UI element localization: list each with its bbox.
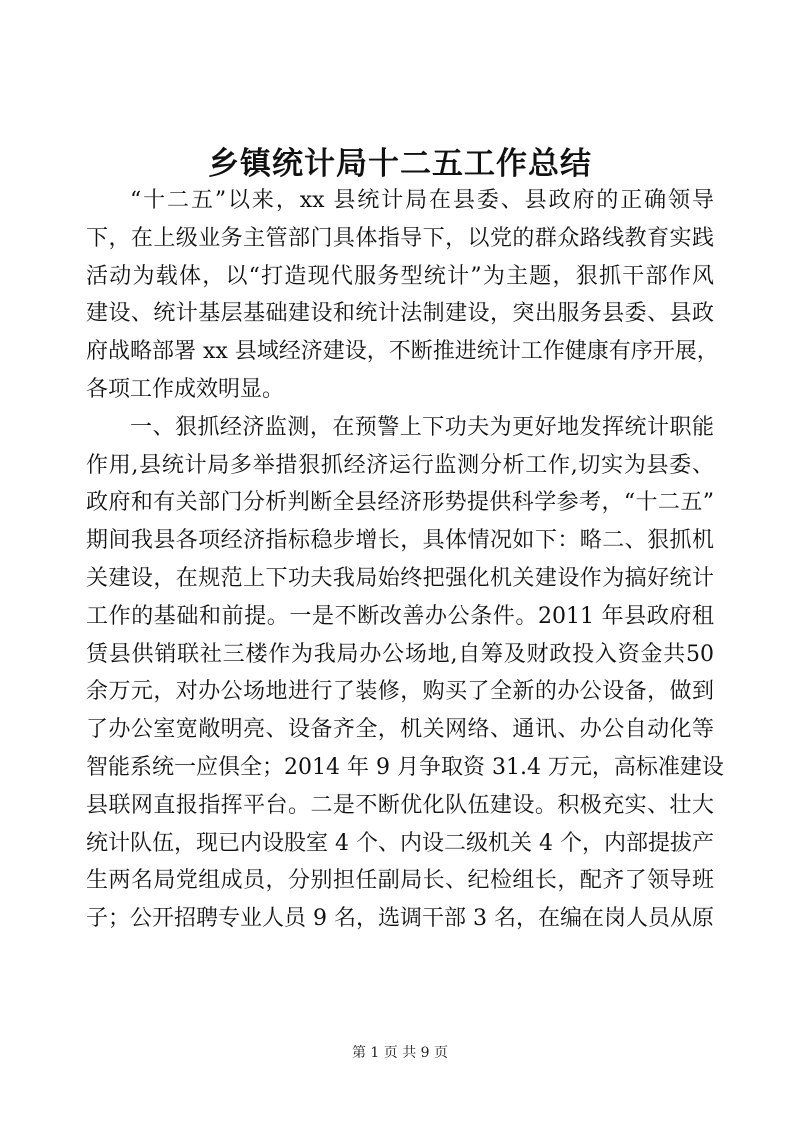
paragraph-1 — [86, 182, 719, 409]
paragraph-2-line: 县联网直报指挥平台。二是不断优化队伍建设。积极充实、壮大 — [86, 792, 714, 818]
paragraph-1-line: 各项工作成效明显。 — [86, 376, 285, 402]
page-number-footer: 第 1 页 共 9 页 — [351, 1045, 449, 1061]
paragraph-2-line: 政府和有关部门分析判断全县经济形势提供科学参考，“十二五” — [86, 490, 714, 516]
paragraph-1-line: 府战略部署 xx 县域经济建设，不断推进统计工作健康有序开展， — [86, 339, 719, 365]
paragraph-2-line: 作用,县统计局多举措狠抓经济运行监测分析工作,切实为县委、 — [86, 452, 714, 478]
paragraph-2-line: 期间我县各项经济指标稳步增长，具体情况如下：略二、狠抓机 — [86, 528, 714, 554]
paragraph-1-line: “十二五”以来，xx 县统计局在县委、县政府的正确领导 — [130, 188, 714, 213]
paragraph-2-line: 关建设，在规范上下功夫我局始终把强化机关建设作为搞好统计 — [86, 565, 714, 591]
paragraph-2-line: 统计队伍，现已内设股室 4 个、内设二级机关 4 个，内部提拔产 — [86, 830, 714, 856]
paragraph-1-line: 建设、统计基层基础建设和统计法制建设，突出服务县委、县政 — [86, 301, 714, 327]
document-body — [86, 182, 724, 938]
paragraph-2-line: 赁县供销联社三楼作为我局办公场地,自筹及财政投入资金共50 — [86, 641, 714, 667]
paragraph-1-line: 活动为载体，以“打造现代服务型统计”为主题，狠抓干部作风 — [86, 263, 714, 289]
paragraph-2-line: 一、狠抓经济监测，在预警上下功夫为更好地发挥统计职能 — [130, 414, 714, 440]
paragraph-2-line: 余万元，对办公场地进行了装修，购买了全新的办公设备，做到 — [86, 679, 714, 705]
paragraph-2-line: 生两名局党组成员，分别担任副局长、纪检组长，配齐了领导班 — [86, 868, 714, 894]
paragraph-2-line: 了办公室宽敞明亮、设备齐全，机关网络、通讯、办公自动化等 — [86, 717, 714, 743]
paragraph-2-line: 智能系统一应俱全；2014 年 9 月争取资 31.4 万元，高标准建设 — [86, 754, 724, 780]
paragraph-2-line: 子；公开招聘专业人员 9 名，选调干部 3 名，在编在岗人员从原 — [86, 906, 714, 932]
paragraph-2 — [86, 409, 724, 938]
document-title: 乡镇统计局十二五工作总结 — [208, 146, 592, 182]
paragraph-2-line: 工作的基础和前提。一是不断改善办公条件。2011 年县政府租 — [86, 603, 714, 629]
paragraph-1-line: 下，在上级业务主管部门具体指导下，以党的群众路线教育实践 — [86, 225, 714, 251]
